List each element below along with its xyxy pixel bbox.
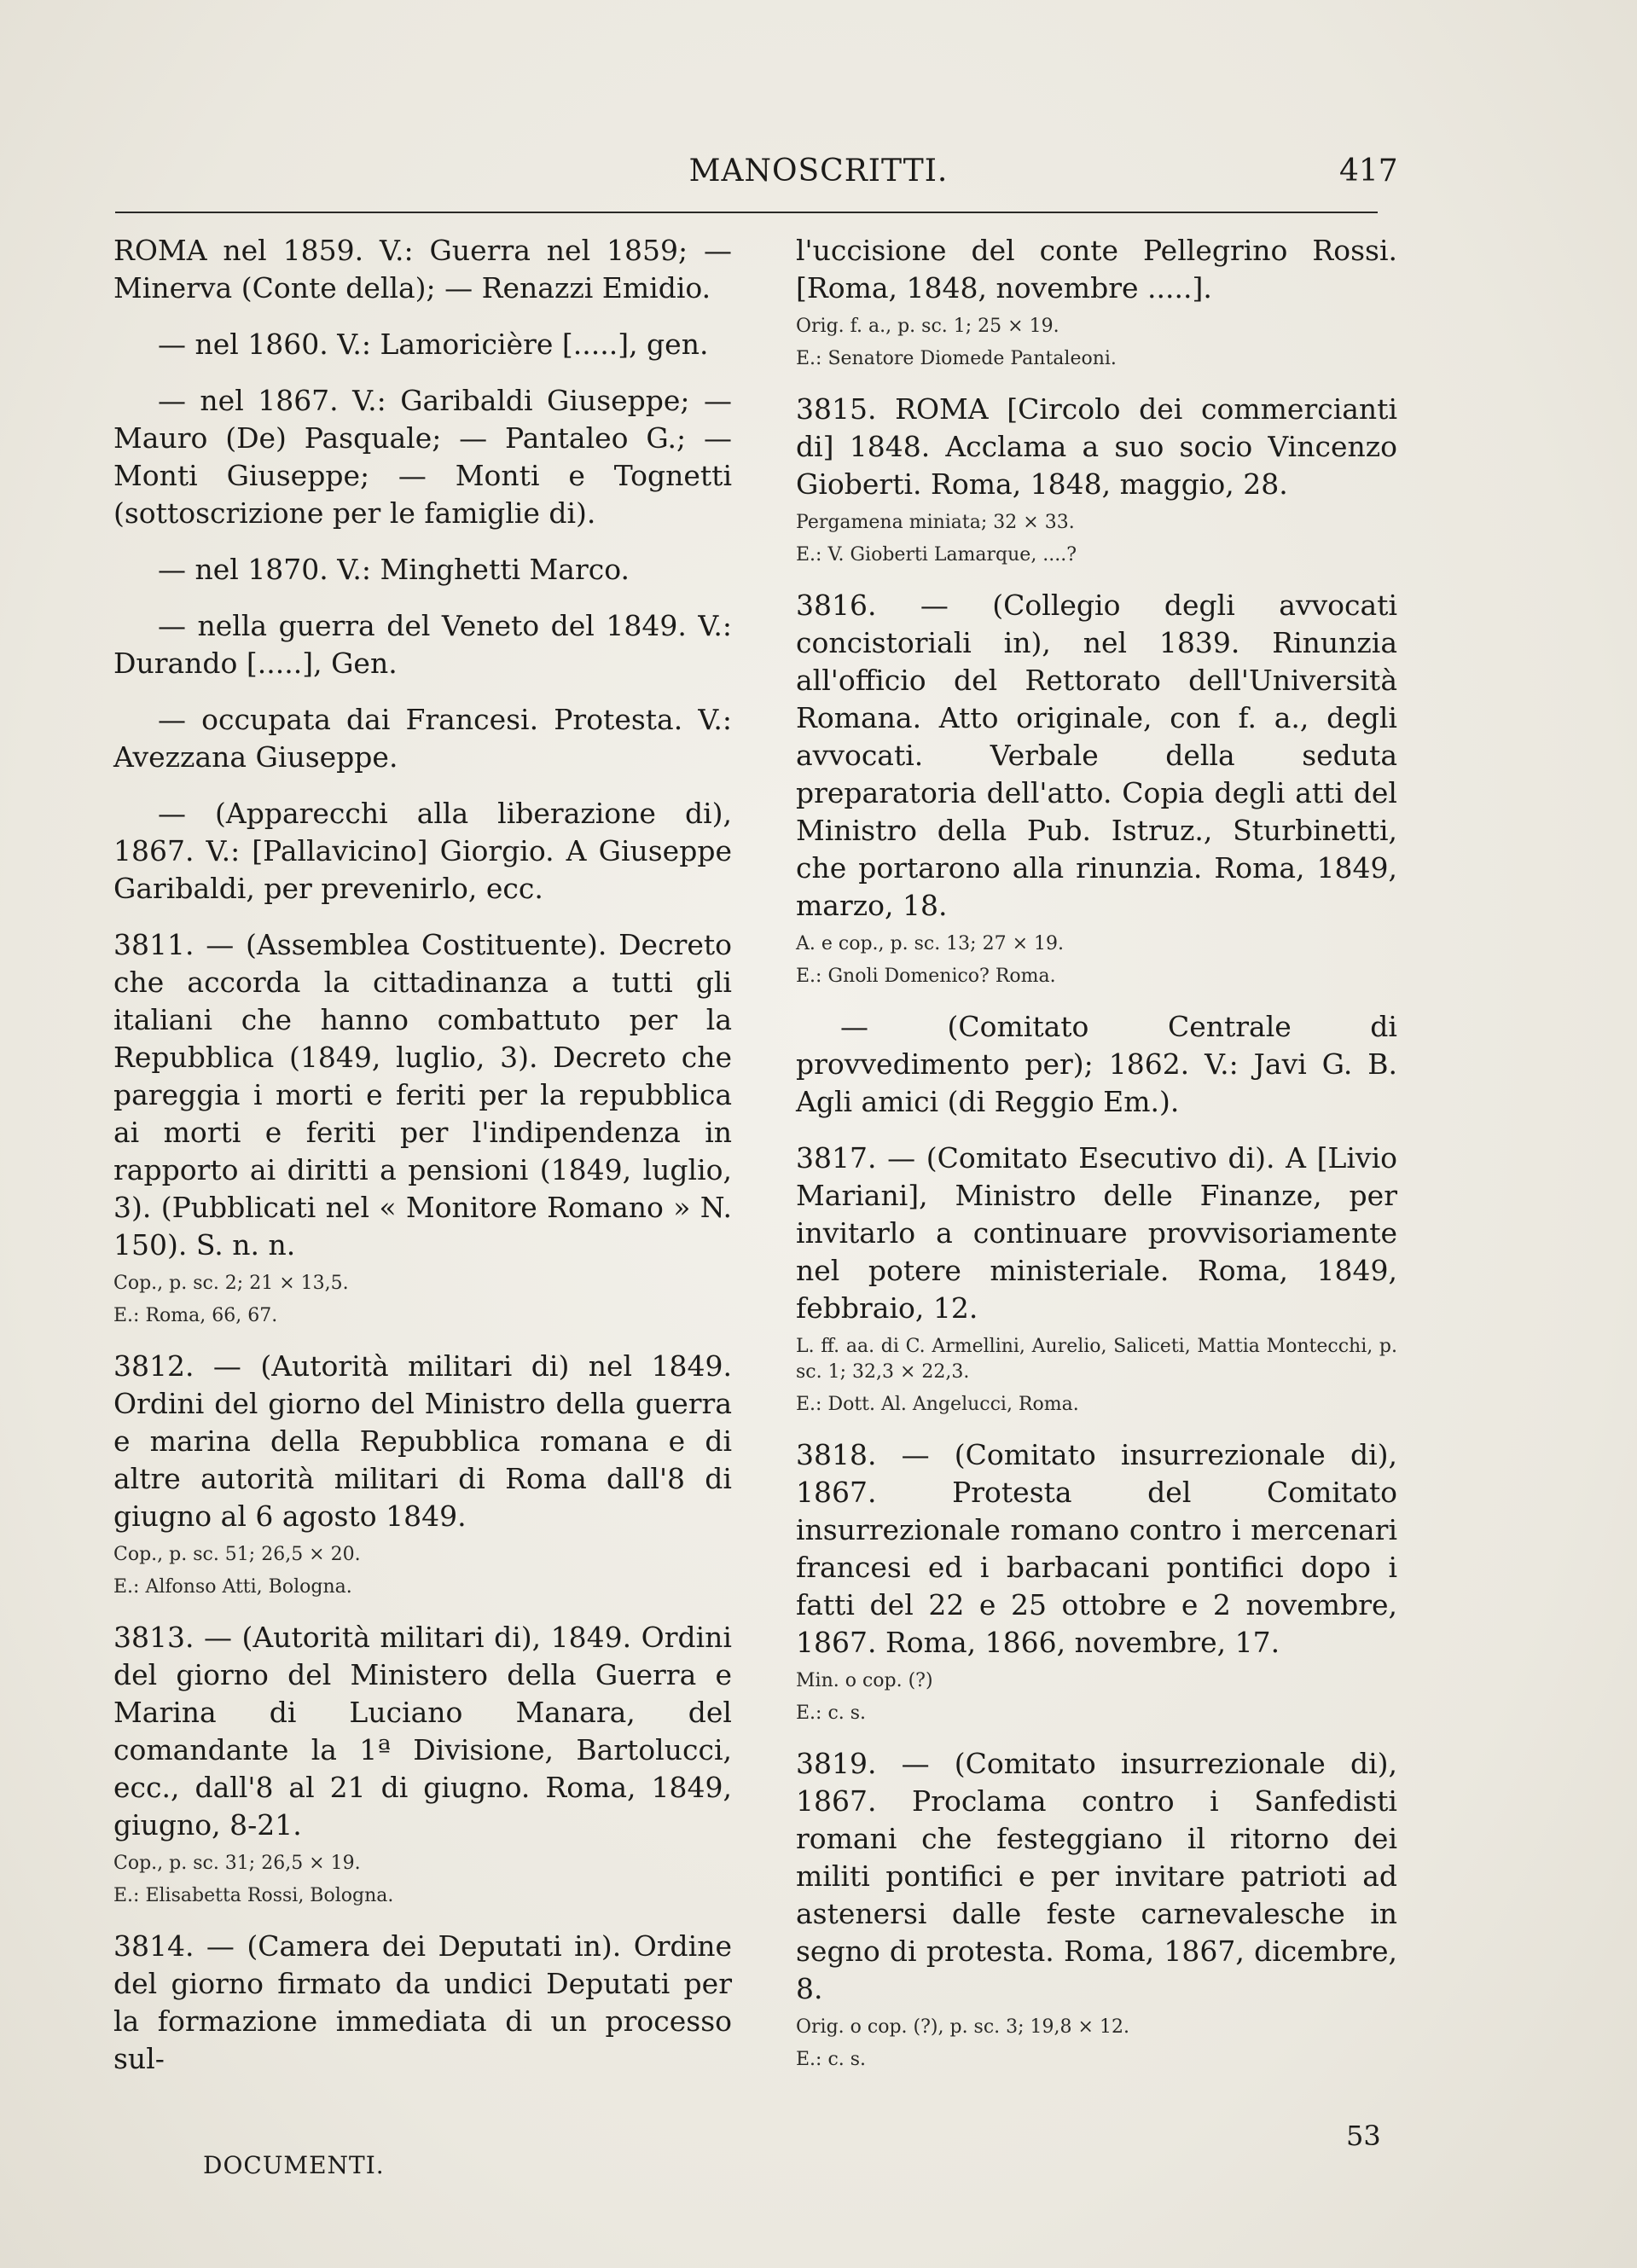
- entry-text: 3818. — (Comitato insurrezionale di), 1867. Protesta del Comitato insurrezionale romano contro i mercenari francesi ed i barbacani pontifici dopo i fatti del 22 e 25 ottobre e 2 novembre, 1867. Roma, 1866, novembre, 17.: [796, 1438, 1397, 1659]
- sheet-number: 53: [1346, 2120, 1381, 2152]
- catalog-entry: [113, 701, 732, 776]
- catalog-entry: [796, 1436, 1397, 1726]
- entry-meta: L. ff. aa. di C. Armellini, Aurelio, Saliceti, Mattia Montecchi, p. sc. 1; 32,3 × 22,3.: [796, 1336, 1397, 1383]
- catalog-entry: [113, 551, 732, 589]
- signature-mark: DOCUMENTI.: [203, 2151, 385, 2179]
- catalog-entry: [113, 926, 732, 1329]
- catalog-entry: [796, 1008, 1397, 1121]
- catalog-entry: [113, 232, 732, 307]
- entry-meta: Cop., p. sc. 2; 21 × 13,5.: [113, 1273, 349, 1294]
- entry-text: — occupata dai Francesi. Protesta. V.: Avezzana Giuseppe.: [113, 703, 732, 774]
- entry-text: 3817. — (Comitato Esecutivo di). A [Livio Mariani], Ministro delle Finanze, per invitarlo a continuare provvisoriamente nel potere ministeriale. Roma, 1849, febbraio, 12.: [796, 1141, 1397, 1325]
- catalog-entry: [796, 1745, 1397, 2073]
- entry-text: — (Apparecchi alla liberazione di), 1867. V.: [Pallavicino] Giorgio. A Giuseppe Garibaldi, per prevenirlo, ecc.: [113, 797, 732, 905]
- entry-meta: E.: Gnoli Domenico? Roma.: [796, 966, 1056, 987]
- entry-text: 3811. — (Assemblea Costituente). Decreto che accorda la cittadinanza a tutti gli italiani che hanno combattuto per la Repubblica (1849, luglio, 3). Decreto che pareggia i morti e feriti per la repubblica ai morti e feriti per l'indipendenza in rapporto ai diritti a pensioni (1849, luglio, 3). (Pubblicati nel « Monitore Romano » N. 150). S. n. n.: [113, 928, 732, 1262]
- catalog-entry: [796, 232, 1397, 372]
- catalog-entry: [113, 382, 732, 532]
- page-number: 417: [1339, 154, 1398, 189]
- entry-meta: E.: Alfonso Atti, Bologna.: [113, 1576, 352, 1598]
- header-rule: [115, 212, 1378, 213]
- catalog-entry: [113, 1348, 732, 1600]
- running-head: MANOSCRITTI.: [688, 154, 949, 189]
- catalog-entry: [796, 587, 1397, 989]
- entry-text: 3816. — (Collegio degli avvocati concistoriali in), nel 1839. Rinunzia all'officio del Rettorato dell'Università Romana. Atto originale, con f. a., degli avvocati. Verbale della seduta preparatoria dell'atto. Copia degli atti del Ministro della Pub. Istruz., Sturbinetti, che portarono alla rinunzia. Roma, 1849, marzo, 18.: [796, 589, 1397, 922]
- catalog-entry: [796, 1140, 1397, 1418]
- entry-text: 3813. — (Autorità militari di), 1849. Ordini del giorno del Ministero della Guerra e Marina di Luciano Manara, del comandante la 1ª Divisione, Bartolucci, ecc., dall'8 al 21 di giugno. Roma, 1849, giugno, 8-21.: [113, 1621, 732, 1842]
- entry-meta: E.: Senatore Diomede Pantaleoni.: [796, 348, 1117, 369]
- entry-meta: A. e cop., p. sc. 13; 27 × 19.: [796, 933, 1064, 954]
- catalog-entry: [113, 607, 732, 682]
- entry-meta: Orig. f. a., p. sc. 1; 25 × 19.: [796, 316, 1059, 337]
- right-column: [796, 232, 1397, 2091]
- entry-text: — nel 1870. V.: Minghetti Marco.: [158, 553, 630, 586]
- entry-meta: Pergamena miniata; 32 × 33.: [796, 512, 1075, 533]
- catalog-entry: [796, 391, 1397, 568]
- entry-meta: Cop., p. sc. 31; 26,5 × 19.: [113, 1853, 361, 1874]
- catalog-entry: [113, 1928, 732, 2078]
- entry-meta: E.: V. Gioberti Lamarque, ....?: [796, 544, 1077, 566]
- entry-meta: E.: Roma, 66, 67.: [113, 1305, 278, 1326]
- entry-meta: E.: c. s.: [796, 1702, 867, 1724]
- entry-text: ROMA nel 1859. V.: Guerra nel 1859; — Minerva (Conte della); — Renazzi Emidio.: [113, 234, 732, 305]
- entry-text: l'uccisione del conte Pellegrino Rossi. [Roma, 1848, novembre .....].: [796, 234, 1397, 305]
- entry-meta: E.: c. s.: [796, 2049, 867, 2070]
- entry-text: 3815. ROMA [Circolo dei commercianti di] 1848. Acclama a suo socio Vincenzo Gioberti. Roma, 1848, maggio, 28.: [796, 392, 1397, 501]
- left-column: [113, 232, 732, 2097]
- entry-meta: E.: Elisabetta Rossi, Bologna.: [113, 1885, 394, 1906]
- entry-text: 3812. — (Autorità militari di) nel 1849. Ordini del giorno del Ministro della guerra e marina della Repubblica romana e di altre autorità militari di Roma dall'8 di giugno al 6 agosto 1849.: [113, 1349, 732, 1533]
- catalog-entry: [113, 795, 732, 908]
- entry-text: — nel 1867. V.: Garibaldi Giuseppe; — Mauro (De) Pasquale; — Pantaleo G.; — Monti Giuseppe; — Monti e Tognetti (sottoscrizione per le famiglie di).: [113, 384, 732, 530]
- entry-meta: Orig. o cop. (?), p. sc. 3; 19,8 × 12.: [796, 2016, 1129, 2038]
- entry-text: — nella guerra del Veneto del 1849. V.: Durando [.....], Gen.: [113, 609, 732, 680]
- entry-text: — nel 1860. V.: Lamoricière [.....], gen.: [158, 328, 709, 361]
- entry-meta: E.: Dott. Al. Angelucci, Roma.: [796, 1394, 1079, 1415]
- entry-meta: Min. o cop. (?): [796, 1670, 933, 1691]
- entry-meta: Cop., p. sc. 51; 26,5 × 20.: [113, 1544, 361, 1565]
- entry-text: 3819. — (Comitato insurrezionale di), 1867. Proclama contro i Sanfedisti romani che festeggiano il ritorno dei militi pontifici e per invitare patrioti ad astenersi dalle feste carnevalesche in segno di protesta. Roma, 1867, dicembre, 8.: [796, 1747, 1397, 2005]
- entry-text: 3814. — (Camera dei Deputati in). Ordine del giorno firmato da undici Deputati per la formazione immediata di un processo sul-: [113, 1929, 732, 2075]
- entry-text: — (Comitato Centrale di provvedimento per); 1862. V.: Javi G. B. Agli amici (di Reggio Em.).: [796, 1010, 1397, 1118]
- catalog-entry: [113, 326, 732, 363]
- catalog-entry: [113, 1619, 732, 1909]
